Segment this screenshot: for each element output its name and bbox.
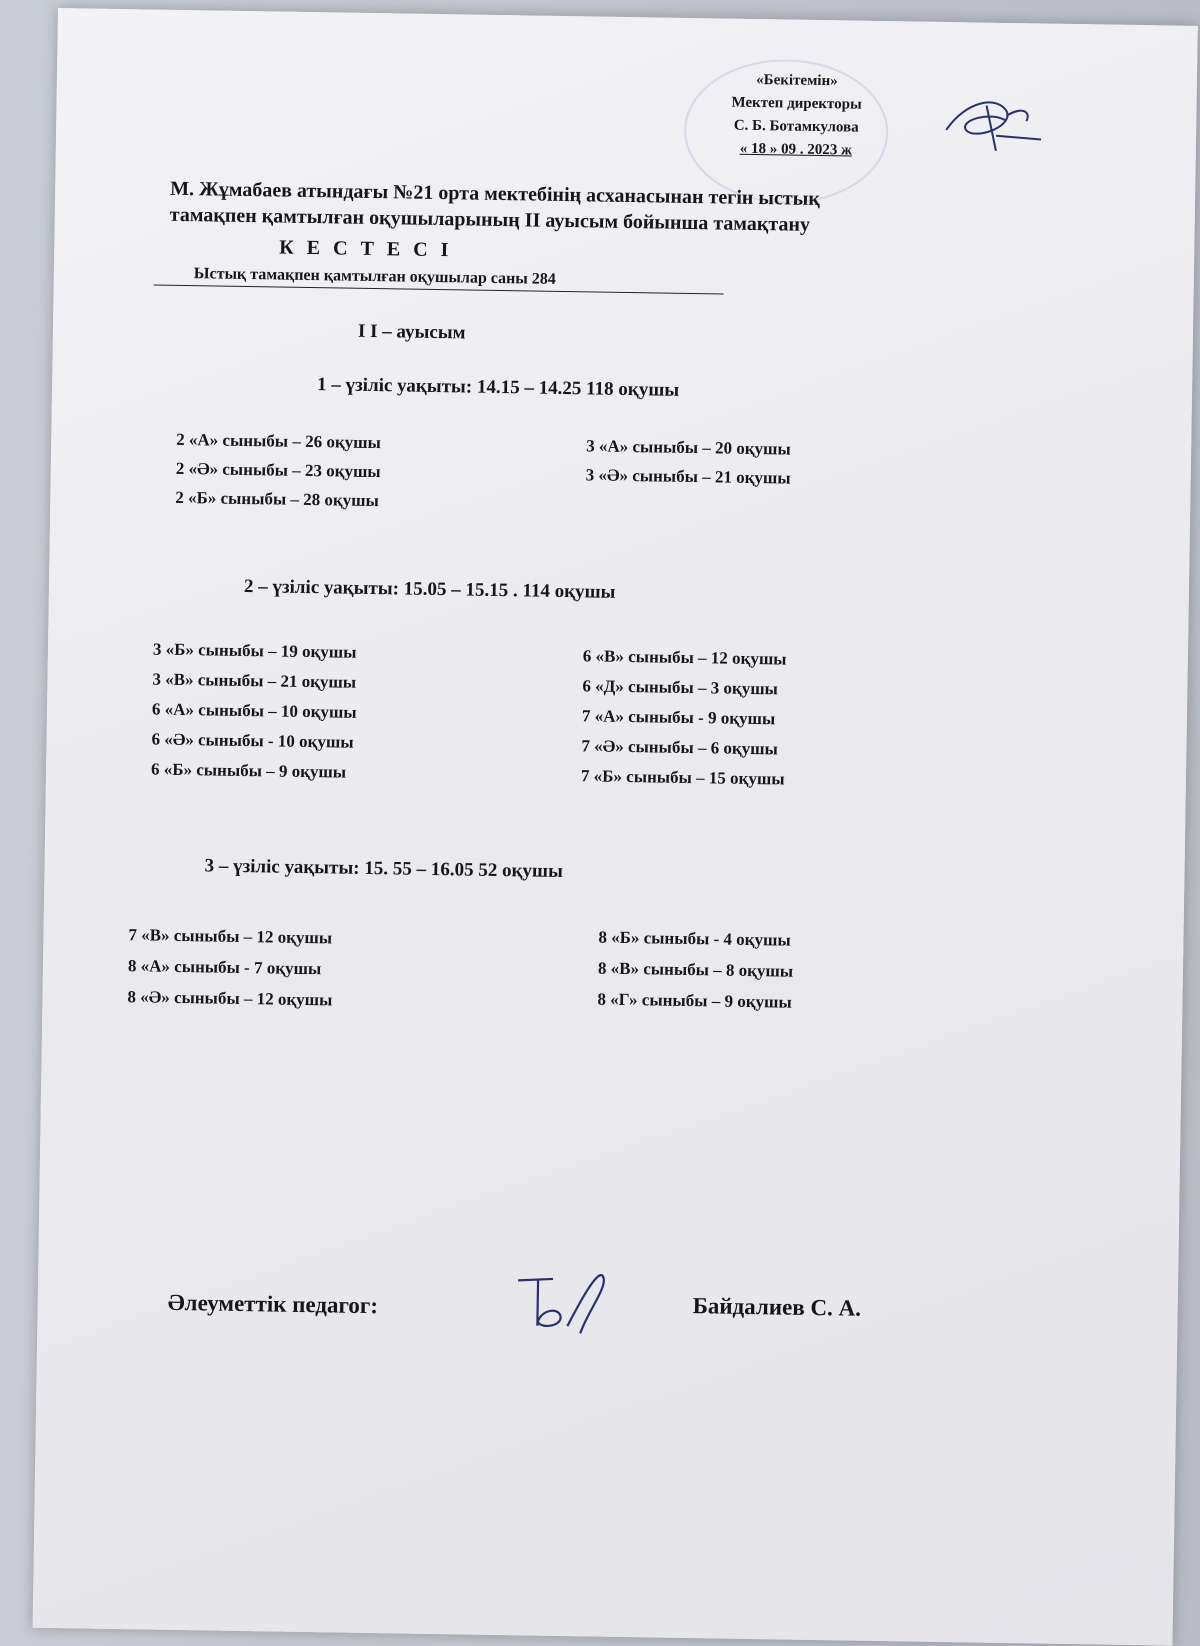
class-row: 8 «А» сыныбы - 7 оқушы	[127, 956, 322, 979]
class-row: 2 «Ә» сыныбы – 23 оқушы	[175, 458, 381, 482]
break-left-column	[175, 425, 381, 515]
approval-line: «Бекітемін»	[756, 71, 838, 90]
approval-line: С. Б. Ботамкулова	[733, 117, 859, 136]
break-heading: 1 – үзіліс уақыты: 14.15 – 14.25 118 оқушы	[316, 374, 680, 401]
class-row: 2 «Б» сыныбы – 28 оқушы	[175, 487, 380, 511]
break-left-column	[127, 919, 333, 1015]
class-row: 7 «А» сыныбы - 9 оқушы	[581, 706, 776, 729]
break-heading: 3 – үзіліс уақыты: 15. 55 – 16.05 52 оқушы	[204, 855, 564, 883]
approval-block	[696, 68, 897, 163]
class-row: 2 «А» сыныбы – 26 оқушы	[176, 429, 381, 453]
class-row: 7 «Б» сыныбы – 15 оқушы	[580, 766, 785, 789]
approval-line: Мектеп директоры	[731, 94, 862, 113]
class-row: 6 «В» сыныбы – 12 оқушы	[582, 646, 787, 669]
class-row: 8 «Б» сыныбы - 4 оқушы	[598, 927, 791, 950]
class-row: 8 «Ә» сыныбы – 12 оқушы	[127, 987, 333, 1010]
class-row: 6 «Ә» сыныбы - 10 оқушы	[151, 729, 354, 752]
class-row: 8 «В» сыныбы – 8 оқушы	[597, 958, 794, 981]
students-count-line: Ыстық тамақпен қамтылған оқушылар саны 284	[154, 265, 724, 295]
break-heading: 2 – үзіліс уақыты: 15.05 – 15.15 . 114 оқушы	[243, 575, 616, 603]
class-row: 7 «Ә» сыныбы – 6 оқушы	[581, 736, 778, 759]
class-row: 3 «Ә» сыныбы – 21 оқушы	[585, 465, 791, 488]
signature-icon	[502, 1250, 623, 1342]
break-right-column	[586, 431, 792, 492]
class-row: 8 «Г» сыныбы – 9 оқушы	[597, 989, 792, 1012]
class-row: 6 «Д» сыныбы – 3 оқушы	[582, 676, 779, 699]
signature-name: Байдалиев С. А.	[692, 1293, 862, 1321]
signature-label: Әлеуметтік педагог:	[167, 1289, 379, 1319]
document-title	[170, 176, 820, 238]
document-page	[33, 8, 1198, 1646]
class-row: 6 «А» сыныбы – 10 оқушы	[151, 699, 357, 722]
title-line: М. Жұмабаев атындағы №21 орта мектебінің асханасынан тегін ыстық	[170, 177, 820, 210]
title-schedule-word: К Е С Т Е С І	[279, 236, 453, 262]
director-signature-icon	[936, 90, 1047, 162]
break-right-column	[597, 922, 794, 1018]
class-row: 7 «В» сыныбы – 12 оқушы	[128, 925, 333, 948]
class-row: 3 «А» сыныбы – 20 оқушы	[586, 436, 791, 459]
shift-heading: І І – ауысым	[357, 320, 466, 344]
break-left-column	[151, 635, 358, 788]
class-row: 3 «В» сыныбы – 21 оқушы	[152, 669, 357, 692]
class-row: 6 «Б» сыныбы – 9 оқушы	[150, 759, 347, 782]
title-line: тамақпен қамтылған оқушыларының ІІ ауысым бойынша тамақтану	[169, 203, 811, 236]
class-row: 3 «Б» сыныбы – 19 оқушы	[152, 639, 357, 662]
approval-date: « 18 » 09 . 2023 ж	[739, 140, 853, 159]
break-right-column	[581, 641, 787, 794]
